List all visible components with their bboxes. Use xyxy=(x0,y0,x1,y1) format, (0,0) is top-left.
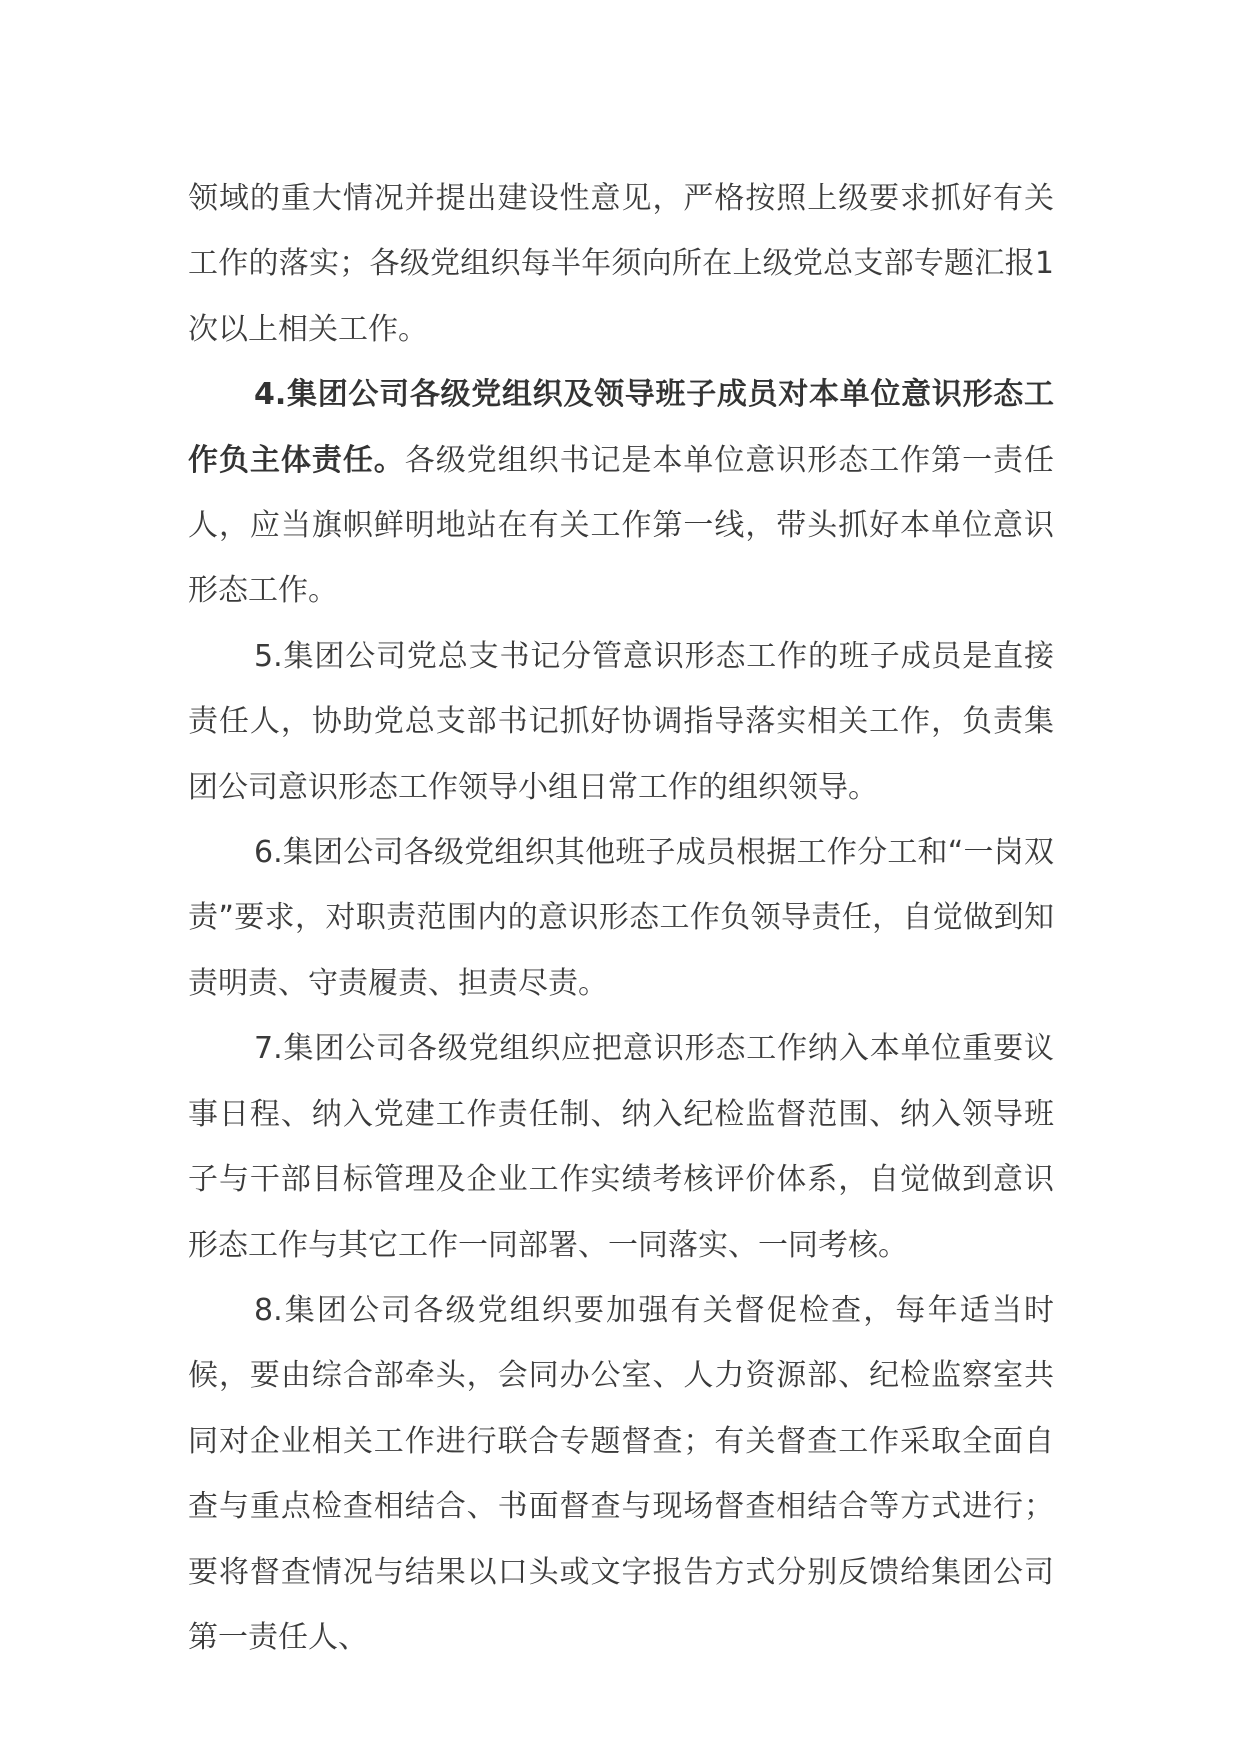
paragraph-text: 5.集团公司党总支书记分管意识形态工作的班子成员是直接责任人，协助党总支部书记抓好协调指导落实相关工作，负责集团公司意识形态工作领导小组日常工作的组织领导。 xyxy=(188,638,1054,805)
paragraph-text: 6.集团公司各级党组织其他班子成员根据工作分工和“一岗双责”要求，对职责范围内的意识形态工作负领导责任，自觉做到知责明责、守责履责、担责尽责。 xyxy=(188,835,1054,1001)
paragraph-item-8 xyxy=(188,1278,1054,1670)
paragraph-text: 8.集团公司各级党组织要加强有关督促检查，每年适当时候，要由综合部牵头，会同办公室、人力资源部、纪检监察室共同对企业相关工作进行联合专题督查；有关督查工作采取全面自查与重点检查相结合、书面督查与现场督查相结合等方式进行；要将督查情况与结果以口头或文字报告方式分别反馈给集团公司第一责任人、 xyxy=(188,1292,1054,1655)
paragraph-item-5 xyxy=(188,624,1054,820)
paragraph-text: 7.集团公司各级党组织应把意识形态工作纳入本单位重要议事日程、纳入党建工作责任制、纳入纪检监督范围、纳入领导班子与干部目标管理及企业工作实绩考核评价体系，自觉做到意识形态工作与其它工作一同部署、一同落实、一同考核。 xyxy=(188,1031,1054,1263)
paragraph-bold-heading: 4.集团公司各级党组织及领导班子成员对本单位意识形态工作负主体责任。 xyxy=(188,377,1054,478)
paragraph-continued xyxy=(188,166,1054,362)
paragraph-item-4 xyxy=(188,362,1054,624)
paragraph-item-6 xyxy=(188,820,1054,1016)
paragraph-text: 领域的重大情况并提出建设性意见，严格按照上级要求抓好有关工作的落实；各级党组织每半年须向所在上级党总支部专题汇报1次以上相关工作。 xyxy=(188,181,1054,347)
document-body xyxy=(188,166,1054,1670)
paragraph-item-7 xyxy=(188,1016,1054,1278)
paragraph-text: 各级党组织书记是本单位意识形态工作第一责任人，应当旗帜鲜明地站在有关工作第一线，带头抓好本单位意识形态工作。 xyxy=(188,442,1055,609)
